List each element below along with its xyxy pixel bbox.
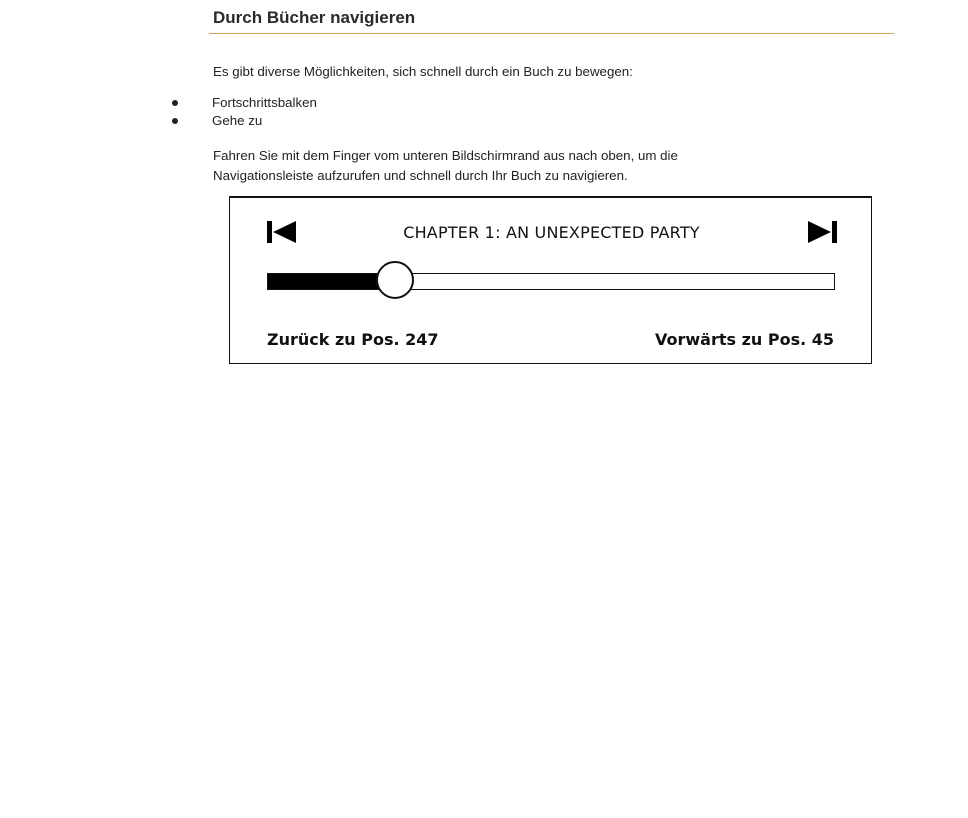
bullet-list	[172, 94, 317, 130]
navigation-bar-illustration	[229, 196, 872, 364]
description-line: Fahren Sie mit dem Finger vom unteren Bildschirmrand aus nach oben, um die	[213, 148, 678, 163]
section-title: Durch Bücher navigieren	[213, 8, 416, 27]
description-line: Navigationsleiste aufzurufen und schnell durch Ihr Buch zu navigieren.	[213, 168, 628, 183]
intro-paragraph: Es gibt diverse Möglichkeiten, sich schnell durch ein Buch zu bewegen:	[213, 64, 633, 79]
back-to-position-link[interactable]: Zurück zu Pos. 247	[267, 330, 439, 349]
description-paragraph	[213, 146, 853, 186]
chapter-title: CHAPTER 1: AN UNEXPECTED PARTY	[403, 223, 700, 242]
skip-forward-icon[interactable]	[807, 221, 837, 243]
bullet-icon	[172, 100, 178, 106]
list-item	[172, 112, 317, 130]
bullet-text: Gehe zu	[212, 113, 263, 128]
bullet-text: Fortschrittsbalken	[212, 95, 317, 110]
section-heading	[209, 8, 894, 34]
forward-to-position-link[interactable]: Vorwärts zu Pos. 45	[654, 330, 834, 349]
list-item	[172, 94, 317, 112]
progress-bar[interactable]	[267, 273, 835, 290]
progress-slider-handle[interactable]	[376, 261, 414, 299]
bullet-icon	[172, 118, 178, 124]
